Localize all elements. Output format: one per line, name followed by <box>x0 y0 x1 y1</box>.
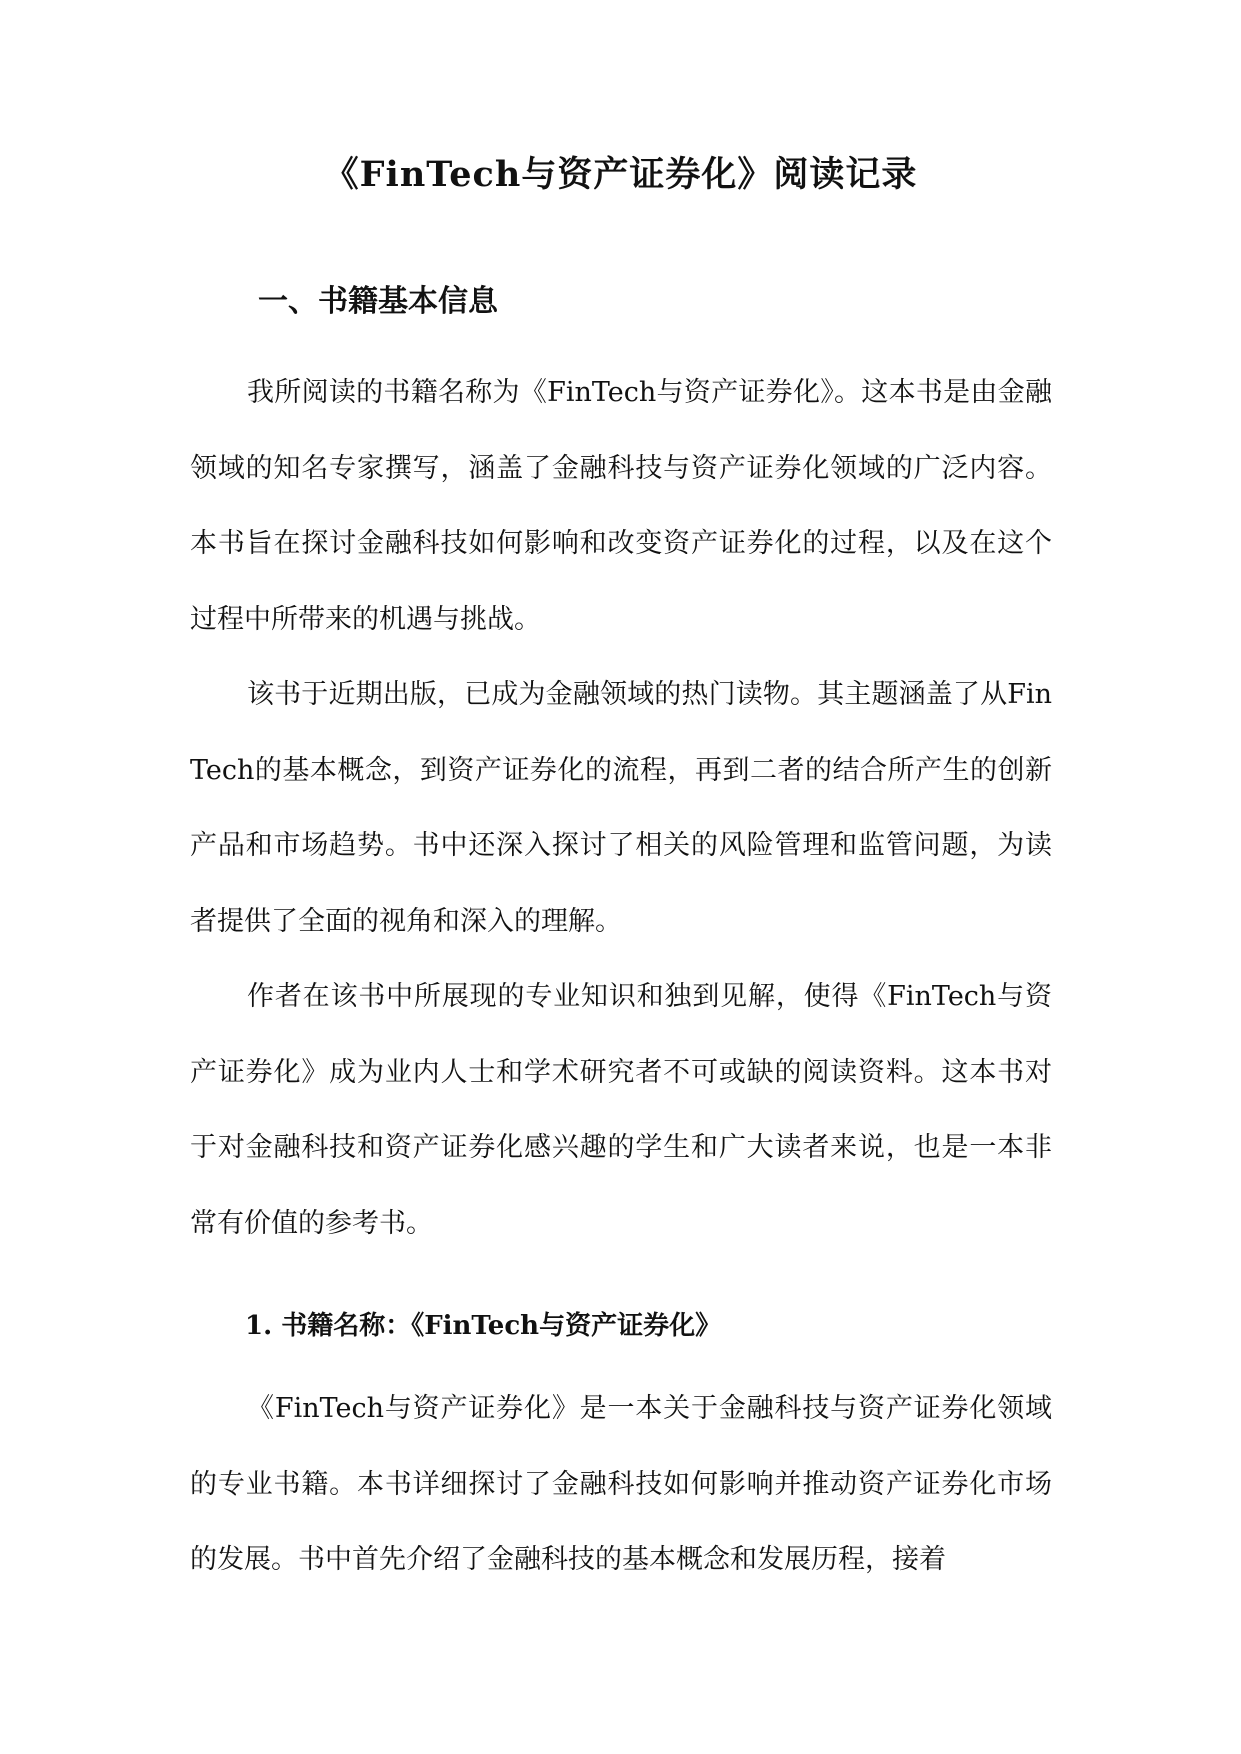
paragraph: 我所阅读的书籍名称为《FinTech与资产证券化》。这本书是由金融领域的知名专家撰写，涵盖了金融科技与资产证券化领域的广泛内容。本书旨在探讨金融科技如何影响和改变资产证券化的过程，以及在这个过程中所带来的机遇与挑战。 <box>190 377 1052 635</box>
paragraph: 该书于近期出版，已成为金融领域的热门读物。其主题涵盖了从FinTech的基本概念，到资产证券化的流程，再到二者的结合所产生的创新产品和市场趋势。书中还深入探讨了相关的风险管理和监管问题，为读者提供了全面的视角和深入的理解。 <box>190 679 1052 937</box>
section-heading: 一、书籍基本信息 <box>258 284 498 319</box>
paragraph: 作者在该书中所展现的专业知识和独到见解，使得《FinTech与资产证券化》成为业内人士和学术研究者不可或缺的阅读资料。这本书对于对金融科技和资产证券化感兴趣的学生和广大读者来说，也是一本非常有价值的参考书。 <box>190 981 1052 1239</box>
paragraph: 《FinTech与资产证券化》是一本关于金融科技与资产证券化领域的专业书籍。本书详细探讨了金融科技如何影响并推动资产证券化市场的发展。书中首先介绍了金融科技的基本概念和发展历程，接着 <box>190 1393 1052 1575</box>
subsection-heading: 1. 书籍名称：《FinTech与资产证券化》 <box>245 1311 722 1341</box>
document-title: 《FinTech与资产证券化》阅读记录 <box>323 154 918 195</box>
